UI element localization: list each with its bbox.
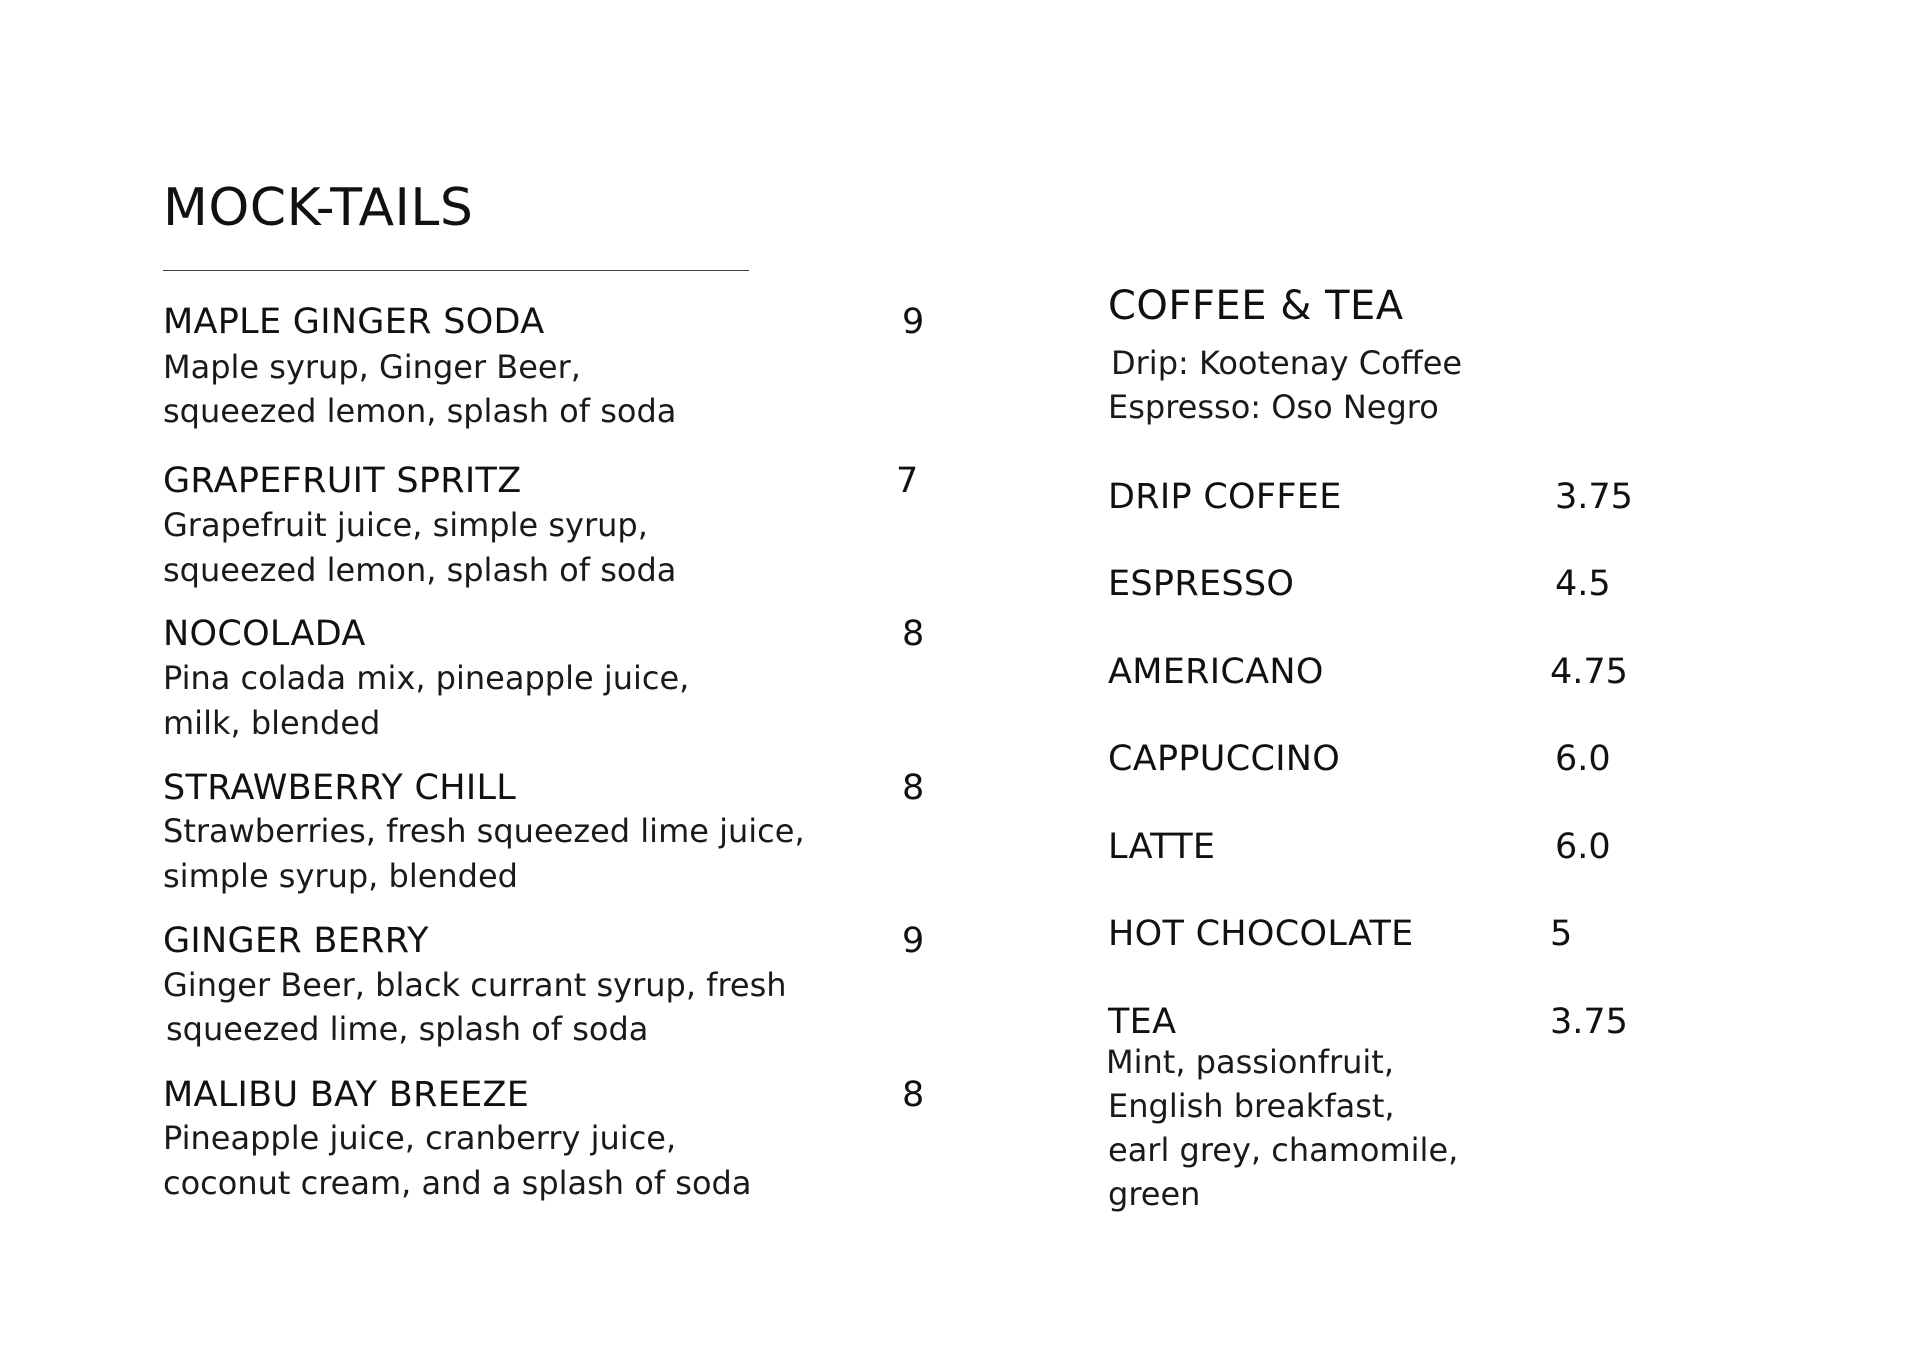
item-description-line: squeezed lime, splash of soda [166,1010,649,1048]
tea-flavors-line: English breakfast, [1108,1087,1395,1125]
item-price: 9 [902,921,925,961]
item-description-line: squeezed lemon, splash of soda [163,392,677,430]
item-name: CAPPUCCINO [1108,739,1341,779]
mocktails-heading: MOCK-TAILS [163,178,474,238]
item-description-line: milk, blended [163,704,381,742]
item-price: 8 [902,768,925,808]
item-name: NOCOLADA [163,614,366,654]
heading-divider [163,270,749,271]
item-description-line: Ginger Beer, black currant syrup, fresh [163,966,787,1004]
item-price: 4.5 [1555,564,1611,604]
item-name: AMERICANO [1108,652,1324,692]
item-name: DRIP COFFEE [1108,477,1342,517]
item-price: 7 [896,461,919,501]
item-name: MAPLE GINGER SODA [163,302,545,342]
item-name: GINGER BERRY [163,921,429,961]
item-description-line: Maple syrup, Ginger Beer, [163,348,581,386]
item-description-line: squeezed lemon, splash of soda [163,551,677,589]
item-description-line: Grapefruit juice, simple syrup, [163,506,648,544]
item-name: ESPRESSO [1108,564,1295,604]
item-name: HOT CHOCOLATE [1108,914,1414,954]
item-price: 3.75 [1555,477,1633,517]
item-description-line: Pina colada mix, pineapple juice, [163,659,690,697]
tea-flavors-line: Mint, passionfruit, [1106,1043,1394,1081]
coffee-source-espresso: Espresso: Oso Negro [1108,388,1439,426]
item-price: 6.0 [1555,827,1611,867]
coffee-source-drip: Drip: Kootenay Coffee [1111,344,1463,382]
item-price: 5 [1550,914,1573,954]
tea-flavors-line: green [1108,1175,1201,1213]
item-price: 8 [902,614,925,654]
item-name: TEA [1108,1002,1177,1042]
item-name: MALIBU BAY BREEZE [163,1075,530,1115]
item-name: LATTE [1108,827,1216,867]
item-description-line: coconut cream, and a splash of soda [163,1164,752,1202]
item-price: 6.0 [1555,739,1611,779]
item-name: GRAPEFRUIT SPRITZ [163,461,522,501]
tea-flavors-line: earl grey, chamomile, [1108,1131,1459,1169]
coffee-tea-heading: COFFEE & TEA [1108,283,1404,329]
item-description-line: Pineapple juice, cranberry juice, [163,1119,677,1157]
item-description-line: simple syrup, blended [163,857,518,895]
item-name: STRAWBERRY CHILL [163,768,517,808]
item-price: 4.75 [1550,652,1628,692]
item-price: 9 [902,302,925,342]
item-price: 3.75 [1550,1002,1628,1042]
item-price: 8 [902,1075,925,1115]
item-description-line: Strawberries, fresh squeezed lime juice, [163,812,805,850]
